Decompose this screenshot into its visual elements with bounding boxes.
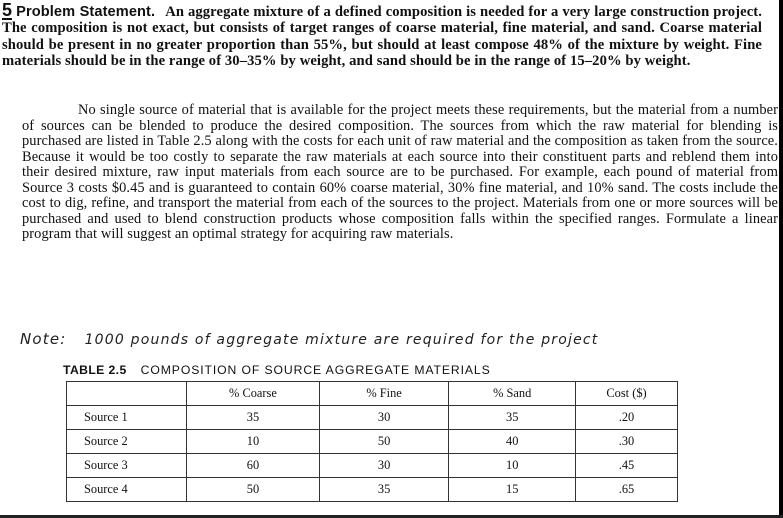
handwritten-note [20,330,599,348]
cell-cost: .30 [576,430,678,454]
column-header-fine: % Fine [319,382,449,406]
row-label: Source 3 [67,454,187,478]
problem-statement [2,0,762,70]
cell-coarse: 10 [187,430,320,454]
table-row [67,478,678,502]
cell-coarse: 35 [187,406,320,430]
table-corner-cell [67,382,187,406]
cell-sand: 15 [449,478,576,502]
cell-cost: .65 [576,478,678,502]
cell-coarse: 50 [187,478,320,502]
source-composition-table [66,381,678,502]
cell-fine: 30 [319,406,449,430]
table-caption: COMPOSITION OF SOURCE AGGREGATE MATERIALS [140,363,491,377]
table-title [63,363,491,377]
note-text: 1000 pounds of aggregate mixture are required for the project [84,332,599,348]
row-label: Source 1 [67,406,187,430]
cell-fine: 50 [319,430,449,454]
cell-sand: 40 [449,430,576,454]
table-row [67,430,678,454]
table-row [67,454,678,478]
cell-sand: 35 [449,406,576,430]
cell-fine: 30 [319,454,449,478]
body-paragraph: No single source of material that is available for the project meets these requirements, but the material from a number of sources can be blended to produce the desired composition. The sources from which the raw material for blending is purchased are listed in Table 2.5 along with the costs for each unit of raw material and the composition as taken from the source. Because it would be too costly to separate the raw materials at each source into their constituent parts and reblend them into their desired mixture, raw input materials from each source are to be purchased. For example, each pound of material from Source 3 costs $0.45 and is guaranteed to contain 60% coarse material, 30% fine material, and 10% sand. The costs include the cost to dig, refine, and transport the material from each of the sources to the project. Materials from one or more sources will be purchased and used to blend construction products whose composition falls within the specified ranges. Formulate a linear program that will suggest an optimal strategy for acquiring raw materials. [22,102,778,242]
cell-coarse: 60 [187,454,320,478]
scan-edge-right [779,0,783,518]
cell-cost: .45 [576,454,678,478]
column-header-coarse: % Coarse [187,382,320,406]
column-header-cost: Cost ($) [576,382,678,406]
cell-fine: 35 [319,478,449,502]
column-header-sand: % Sand [449,382,576,406]
cell-cost: .20 [576,406,678,430]
table-header-row [67,382,678,406]
problem-heading: Problem Statement. [16,4,156,20]
table-number: TABLE 2.5 [63,363,127,377]
problem-text: An aggregate mixture of a defined composition is needed for a very large construction project. The composition is not exact, but consists of target ranges of coarse material, fine material, and sand. Coarse material should be present in no greater proportion than 55%, but should at least compose 48% of the mixture by weight. Fine materials should be in the range of 30–35% by weight, and sand should be in the range of 15–20% by weight. [2,4,762,70]
problem-number: 5 [2,0,13,20]
table-row [67,406,678,430]
cell-sand: 10 [449,454,576,478]
row-label: Source 4 [67,478,187,502]
note-label: Note: [20,330,67,348]
row-label: Source 2 [67,430,187,454]
